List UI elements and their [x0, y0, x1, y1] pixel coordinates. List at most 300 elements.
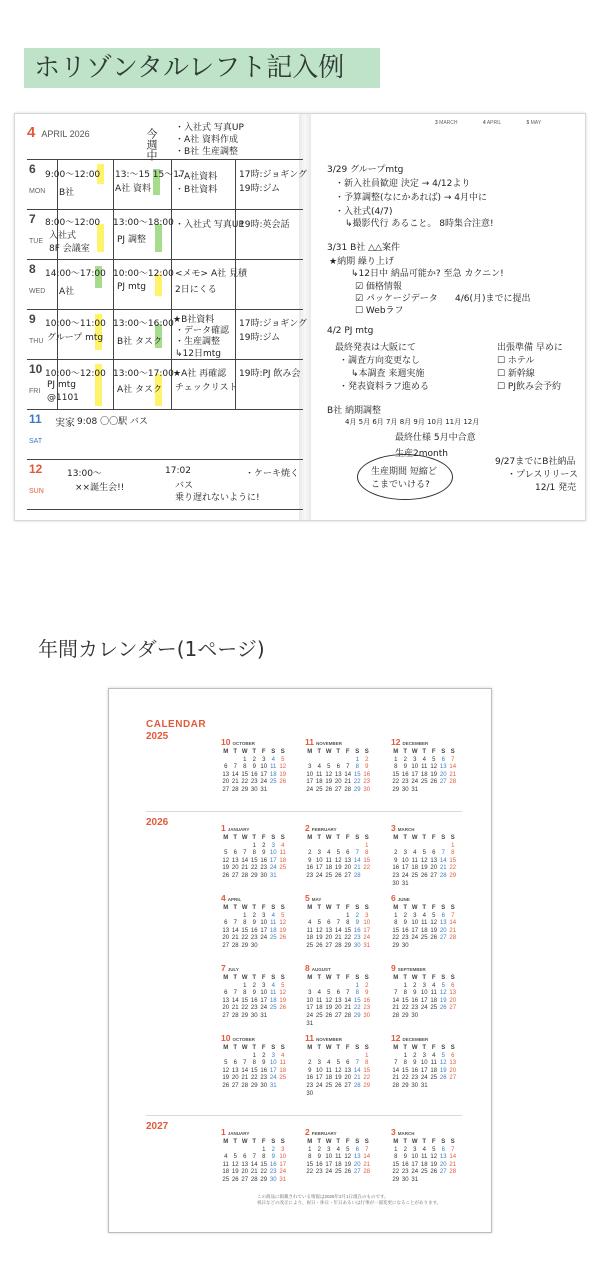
weekday-header [391, 749, 459, 757]
day-cell: 23 [353, 935, 361, 942]
day-cell: 22 [353, 1005, 361, 1012]
weekday-label: W [325, 905, 332, 911]
day-cell: 21 [439, 865, 447, 872]
weekday-label: M [223, 1139, 229, 1145]
day-cell: 21 [392, 1005, 400, 1012]
memo-line: ・入社式(4/7) [335, 207, 393, 217]
note: PJ mtg [117, 282, 146, 292]
day-cell: 14 [231, 927, 239, 934]
day-cell: 11 [279, 1060, 286, 1067]
day-cell: 9 [403, 764, 407, 771]
day-cell: 18 [269, 927, 277, 934]
month-header [305, 825, 373, 835]
day-cell: 6 [346, 1060, 350, 1067]
day-cell: 7 [243, 1060, 247, 1067]
blank-cell [305, 757, 315, 765]
day-cell: 28 [250, 1176, 258, 1183]
day-cell: 19 [279, 771, 287, 778]
day-cell: 17 [269, 857, 277, 864]
month-block [391, 895, 459, 951]
day-cell: 17 [420, 997, 428, 1004]
month-number: 7 [221, 963, 226, 973]
day-cell: 10 [420, 1060, 428, 1067]
day-cell: 16 [401, 771, 409, 778]
day-cell: 30 [250, 942, 258, 949]
calendar-section-title: 年間カレンダー(1ページ) [38, 637, 265, 661]
day-cell: 8 [451, 850, 455, 857]
day-cell: 25 [334, 1169, 342, 1176]
day-cell: 20 [334, 779, 342, 786]
day-cell: 28 [439, 872, 447, 879]
day-cell: 3 [271, 1052, 275, 1059]
note: 17時:ジョギング [239, 170, 308, 180]
day-cell: 25 [315, 786, 323, 793]
weekday-label: S [271, 905, 276, 911]
day-cell: 1 [308, 1146, 312, 1153]
day-cell: 8 [308, 1154, 312, 1161]
note: 8F 会議室 [49, 244, 90, 254]
footnote-line: この商品に掲載されている情報は2025年2月1日現在のものです。 [257, 1194, 389, 1199]
memo-line: 3/29 グループmtg [327, 165, 404, 175]
day-cell: 29 [392, 1176, 400, 1183]
note: @1101 [47, 393, 79, 403]
note: 8:00〜12:00 [45, 218, 101, 228]
day-cell: 20 [439, 771, 447, 778]
day-cell: 25 [269, 1005, 277, 1012]
day-cell: 28 [392, 1012, 400, 1019]
day-cell: 31 [306, 1020, 314, 1027]
month-number: 11 [305, 737, 314, 747]
year-label: 2025 [146, 731, 169, 742]
day-cell: 19 [315, 935, 323, 942]
day-cell: 20 [449, 997, 457, 1004]
day-cell: 22 [250, 865, 258, 872]
day-cell: 15 [353, 997, 361, 1004]
note: 19時:英会話 [239, 220, 290, 230]
day-cell: 31 [411, 1176, 419, 1183]
day-cell: 6 [346, 850, 350, 857]
bottom-rule [27, 509, 303, 510]
day-cell: 30 [392, 880, 400, 887]
weekday-label: W [325, 1139, 332, 1145]
day-cell: 4 [271, 982, 275, 989]
day-cell: 7 [233, 764, 237, 771]
note: 10:00〜11:00 [45, 319, 106, 329]
day-cell: 7 [243, 850, 247, 857]
day-cell: 29 [401, 1012, 409, 1019]
day-cell: 28 [392, 1082, 400, 1089]
month-name: DECEMBER [402, 1037, 429, 1042]
day-grid [221, 913, 289, 951]
day-cell: 20 [430, 865, 438, 872]
day-cell: 27 [241, 1176, 249, 1183]
day-cell: 9 [403, 1154, 407, 1161]
note: 10:00〜12:00 [113, 269, 174, 279]
day-cell: 24 [269, 865, 277, 872]
day-cell: 31 [279, 1176, 287, 1183]
month-block [305, 825, 373, 881]
month-block [305, 895, 373, 951]
day-cell: 30 [363, 1012, 371, 1019]
day-cell: 3 [317, 1060, 321, 1067]
memo-line: 最終発表は大阪にて [335, 343, 417, 353]
weekday-label: F [261, 905, 266, 911]
calendar-footnote [257, 1194, 441, 1206]
month-number: 10 [221, 737, 231, 747]
blank-cell [324, 757, 334, 765]
day-cell: 27 [325, 942, 333, 949]
note: 9:00〜12:00 [45, 170, 101, 180]
col-divider [235, 159, 236, 409]
day-cell: 2 [308, 1060, 312, 1067]
weekday-label: S [364, 835, 369, 841]
day-cell: 8 [355, 764, 359, 771]
day-cell: 19 [279, 997, 287, 1004]
day-cell: 1 [243, 756, 247, 763]
month-block [305, 1129, 373, 1177]
day-cell: 23 [306, 1082, 314, 1089]
day-cell: 18 [411, 865, 419, 872]
blank-cell [334, 757, 344, 765]
day-grid [391, 983, 459, 1021]
weekday-header [305, 905, 373, 913]
day-cell: 6 [355, 1146, 359, 1153]
day-cell: 18 [420, 1161, 428, 1168]
day-cell: 22 [353, 779, 361, 786]
day-cell: 25 [411, 872, 419, 879]
blank-cell [240, 1053, 250, 1061]
day-cell: 11 [421, 764, 428, 771]
year-label: 2027 [146, 1121, 169, 1132]
day-cell: 8 [243, 920, 247, 927]
day-cell: 24 [269, 1075, 277, 1082]
weekday-label: T [317, 905, 322, 911]
day-cell: 7 [346, 764, 350, 771]
day-grid [391, 843, 459, 889]
day-cell: 3 [422, 1052, 426, 1059]
note: ・データ確認 [175, 326, 230, 336]
day-cell: 12 [334, 1067, 342, 1074]
day-cell: 7 [252, 1154, 256, 1161]
day-cell: 18 [334, 1161, 342, 1168]
month-header [391, 895, 459, 905]
note: <メモ> A社 見積 [175, 269, 247, 279]
day-cell: 27 [439, 779, 447, 786]
day-cell: 2 [317, 1146, 321, 1153]
day-cell: 10 [411, 920, 419, 927]
day-cell: 9 [365, 764, 369, 771]
memo-line: 最終仕様 5月中合意 [395, 433, 476, 443]
day-cell: 10 [411, 1154, 419, 1161]
day-cell: 20 [344, 865, 352, 872]
blank-cell [391, 983, 401, 991]
day-cell: 2 [394, 850, 398, 857]
memo-line: ・プレスリリース [507, 470, 578, 480]
month-name: MARCH [397, 1131, 415, 1136]
weekday-label: S [355, 1139, 360, 1145]
day-cell: 18 [269, 997, 277, 1004]
blank-cell [334, 1053, 344, 1061]
day-cell: 8 [346, 920, 350, 927]
day-cell: 10 [315, 1067, 323, 1074]
day-number: 12 [29, 462, 43, 476]
day-cell: 26 [325, 1012, 333, 1019]
weekday-label: T [336, 1139, 341, 1145]
day-cell: 16 [260, 1067, 268, 1074]
day-cell: 8 [403, 990, 407, 997]
day-cell: 28 [449, 779, 457, 786]
day-cell: 17 [269, 1067, 277, 1074]
day-cell: 25 [279, 1075, 287, 1082]
weekday-header [221, 905, 289, 913]
day-cell: 5 [224, 1060, 228, 1067]
day-cell: 5 [441, 982, 445, 989]
month-header [221, 895, 289, 905]
weekday-label: T [422, 905, 427, 911]
day-cell: 16 [250, 927, 258, 934]
month-header [305, 965, 373, 975]
weekday-label: T [317, 1139, 322, 1145]
day-cell: 29 [401, 1082, 409, 1089]
day-cell: 8 [365, 1060, 369, 1067]
day-cell: 14 [334, 927, 342, 934]
day-cell: 12 [279, 990, 287, 997]
day-cell: 21 [449, 771, 457, 778]
day-cell: 19 [420, 865, 428, 872]
day-cell: 22 [241, 779, 249, 786]
weekday-label: M [393, 1139, 399, 1145]
day-cell: 1 [243, 912, 247, 919]
day-cell: 6 [243, 1154, 247, 1161]
day-cell: 6 [441, 756, 445, 763]
day-cell: 25 [315, 1012, 323, 1019]
memo-line: ・予算調整(なにかあれば) → 4月中に [335, 193, 488, 203]
weekday-label: M [307, 1045, 313, 1051]
day-cell: 27 [353, 1169, 361, 1176]
note: A社 タスク [117, 385, 163, 395]
weekday-label: T [422, 1045, 427, 1051]
day-cell: 20 [222, 779, 230, 786]
blank-cell [401, 843, 411, 851]
day-cell: 4 [422, 912, 426, 919]
blank-cell [231, 1147, 241, 1155]
day-cell: 30 [411, 1082, 419, 1089]
weekday-label: S [280, 835, 285, 841]
day-cell: 10 [420, 990, 428, 997]
day-cell: 16 [306, 1075, 314, 1082]
memo-line: 4/6(月)までに提出 [455, 294, 531, 304]
month-block [221, 965, 289, 1021]
day-cell: 19 [430, 1161, 438, 1168]
month-block [391, 739, 459, 795]
weekday-label: T [336, 749, 341, 755]
weekday-label: F [431, 835, 436, 841]
day-cell: 4 [308, 920, 312, 927]
day-cell: 29 [353, 786, 361, 793]
month-number: 8 [305, 963, 310, 973]
day-cell: 13 [344, 857, 352, 864]
day-cell: 9 [317, 1154, 321, 1161]
blank-cell [324, 843, 334, 851]
blank-cell [410, 843, 420, 851]
day-cell: 11 [306, 927, 313, 934]
day-cell: 11 [430, 1060, 437, 1067]
weekday-label: S [280, 1139, 285, 1145]
weekday-label: T [422, 749, 427, 755]
day-cell: 8 [394, 764, 398, 771]
weekday-label: T [336, 835, 341, 841]
day-cell: 16 [401, 927, 409, 934]
day-cell: 29 [363, 1082, 371, 1089]
day-cell: 13 [439, 764, 447, 771]
note: ↳12日mtg [175, 349, 222, 359]
weekday-header [391, 1045, 459, 1053]
day-cell: 23 [250, 779, 258, 786]
weekday-label: T [336, 975, 341, 981]
day-cell: 29 [250, 1082, 258, 1089]
footnote-line: 祝日などの改正により、祝日・休日・年日あるいは行事が一部変更になることがあります。 [257, 1200, 442, 1205]
weekday-header [391, 975, 459, 983]
day-cell: 14 [363, 1154, 371, 1161]
day-cell: 25 [420, 779, 428, 786]
blank-cell [353, 843, 363, 851]
day-cell: 10 [269, 1060, 277, 1067]
month-header [391, 965, 459, 975]
note: 入社式 [49, 231, 77, 241]
day-cell: 3 [308, 764, 312, 771]
weekday-label: T [317, 1045, 322, 1051]
day-grid [305, 1053, 373, 1099]
day-cell: 1 [403, 1052, 407, 1059]
day-cell: 3 [413, 756, 417, 763]
day-cell: 2 [355, 912, 359, 919]
day-cell: 14 [449, 920, 457, 927]
year-divider [146, 811, 462, 812]
day-cell: 4 [432, 1052, 436, 1059]
weekday-label: S [280, 749, 285, 755]
memo-line: 4月 5月 6月 7月 8月 9月 10月 11月 12月 [345, 418, 480, 426]
day-cell: 21 [241, 865, 249, 872]
day-cell: 13 [334, 997, 342, 1004]
day-cell: 2 [413, 1052, 417, 1059]
day-cell: 25 [325, 872, 333, 879]
month-name: MAY [311, 897, 322, 902]
day-cell: 29 [449, 872, 457, 879]
weekday-label: S [450, 905, 455, 911]
month-name: FEBRUARY [311, 827, 337, 832]
day-cell: 23 [401, 1169, 409, 1176]
blank-cell [343, 983, 353, 991]
day-cell: 12 [430, 1154, 438, 1161]
week-goal-1: ・入社式 写真UP [175, 123, 244, 133]
day-cell: 3 [271, 842, 275, 849]
weekday-header [221, 1045, 289, 1053]
day-cell: 27 [439, 935, 447, 942]
blank-cell [324, 983, 334, 991]
day-cell: 28 [449, 1169, 457, 1176]
day-cell: 20 [222, 1005, 230, 1012]
day-cell: 3 [308, 990, 312, 997]
day-cell: 14 [344, 771, 352, 778]
memo-line: 9/27までにB社納品 [495, 457, 576, 467]
day-cell: 14 [353, 1067, 361, 1074]
month-number: 4 [27, 124, 36, 141]
day-cell: 27 [344, 1082, 352, 1089]
weekday-label: W [241, 975, 248, 981]
note: 13:00〜16:00 [113, 319, 174, 329]
day-cell: 3 [262, 982, 266, 989]
day-cell: 16 [353, 927, 361, 934]
day-cell: 11 [316, 771, 323, 778]
year-divider [146, 1115, 462, 1116]
note: チェックリスト [175, 383, 238, 393]
day-cell: 4 [317, 990, 321, 997]
day-cell: 14 [241, 857, 249, 864]
day-cell: 10 [260, 990, 268, 997]
day-cell: 20 [439, 1161, 447, 1168]
day-cell: 3 [413, 912, 417, 919]
day-cell: 18 [222, 1169, 230, 1176]
weekday-label: T [252, 905, 257, 911]
month-name: AUGUST [311, 967, 331, 972]
day-cell: 11 [421, 1154, 428, 1161]
day-cell: 28 [231, 942, 239, 949]
day-cell: 22 [344, 935, 352, 942]
day-cell: 1 [262, 1146, 266, 1153]
day-cell: 28 [344, 1012, 352, 1019]
day-cell: 7 [451, 756, 455, 763]
weekday-label: S [364, 1045, 369, 1051]
day-cell: 14 [250, 1161, 258, 1168]
day-cell: 2 [308, 850, 312, 857]
weekday-label: S [450, 975, 455, 981]
month-number: 4 [221, 893, 226, 903]
blank-cell [240, 1147, 250, 1155]
day-cell: 13 [325, 927, 333, 934]
day-cell: 30 [250, 786, 258, 793]
day-cell: 6 [224, 764, 228, 771]
blank-cell [429, 843, 439, 851]
day-cell: 5 [327, 990, 331, 997]
day-cell: 31 [260, 786, 268, 793]
day-cell: 21 [353, 1075, 361, 1082]
weekday-label: S [441, 905, 446, 911]
day-cell: 26 [439, 1075, 447, 1082]
day-cell: 5 [336, 850, 340, 857]
day-cell: 27 [222, 786, 230, 793]
day-grid [305, 757, 373, 795]
blank-cell [343, 1053, 353, 1061]
day-number: 6 [29, 162, 36, 176]
memo-line: 生産期間 短縮どこまでいける? [371, 467, 437, 490]
month-name: NOVEMBER [316, 1037, 343, 1042]
memo-line: ☐ 新幹線 [497, 369, 535, 379]
day-cell: 21 [250, 1169, 258, 1176]
day-cell: 25 [222, 1176, 230, 1183]
day-cell: 3 [281, 1146, 285, 1153]
day-cell: 18 [420, 771, 428, 778]
day-cell: 26 [430, 779, 438, 786]
day-cell: 1 [346, 912, 350, 919]
day-cell: 24 [411, 779, 419, 786]
day-cell: 13 [222, 927, 230, 934]
day-cell: 14 [344, 997, 352, 1004]
day-cell: 24 [260, 1005, 268, 1012]
month-name: OCTOBER [232, 741, 255, 746]
day-cell: 19 [334, 1075, 342, 1082]
day-cell: 27 [231, 872, 239, 879]
day-cell: 3 [365, 912, 369, 919]
